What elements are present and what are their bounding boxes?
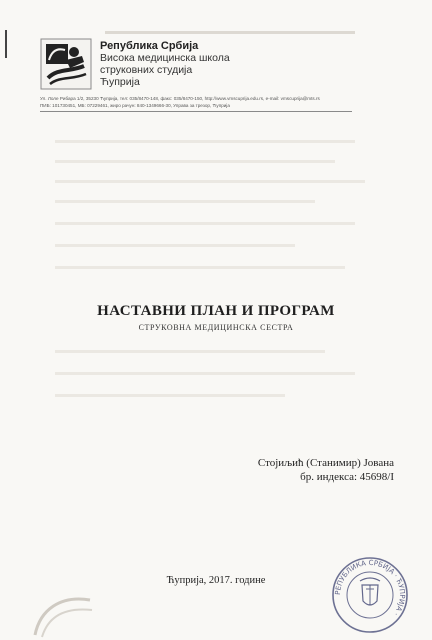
title-block	[0, 303, 432, 332]
student-info	[258, 456, 394, 484]
bleed-through-line	[55, 200, 315, 203]
bleed-through-line	[55, 244, 295, 247]
bleed-through-line	[55, 140, 355, 143]
page-crease-mark	[5, 30, 7, 58]
school-logo-icon	[40, 38, 92, 90]
contact-line-2: ПИБ: 101730451, МБ: 07229461, жиро рачун: 840-1349666-30, Управа за трезор, Ћуприја	[40, 103, 230, 108]
document-title: НАСТАВНИ ПЛАН И ПРОГРАМ	[97, 303, 335, 319]
contact-line-1: Ул. Лоле Рибара 1/2, 35230 Ћуприја, тел: 035/8470-148, факс: 035/8470-150, http://www.vmscuprija.edu.rs, e-mail: vmscuprija@mts.rs	[40, 96, 320, 101]
bleed-through-line	[55, 160, 335, 163]
bleed-through-line	[55, 266, 345, 269]
student-name: Стојиљић (Станимир) Јована	[257, 457, 394, 469]
document-subtitle: СТРУКОВНА МЕДИЦИНСКА СЕСТРА	[138, 323, 294, 332]
letterhead-divider	[40, 111, 352, 112]
letterhead-country: Република Србија	[100, 40, 199, 52]
letterhead	[100, 40, 230, 88]
bleed-through-line	[55, 180, 365, 183]
bleed-through-line	[55, 372, 355, 375]
letterhead-studies: струковних студија	[100, 64, 193, 76]
official-seal-icon	[330, 555, 410, 635]
letterhead-city: Ћуприја	[100, 76, 140, 88]
faint-stamp-icon	[30, 585, 100, 640]
bleed-through-line	[55, 394, 285, 397]
letterhead-contact	[40, 95, 360, 109]
bleed-through-line	[55, 222, 355, 225]
place-and-date: Ћуприја, 2017. године	[166, 575, 266, 586]
letterhead-school: Висока медицинска школа	[100, 52, 230, 64]
bleed-through-line	[55, 350, 325, 353]
seal-text: РЕПУБЛИКА СРБИЈА · ЋУПРИЈА ·	[333, 558, 407, 618]
ghost-text-line	[105, 31, 355, 34]
student-index: бр. индекса: 45698/I	[300, 471, 394, 483]
